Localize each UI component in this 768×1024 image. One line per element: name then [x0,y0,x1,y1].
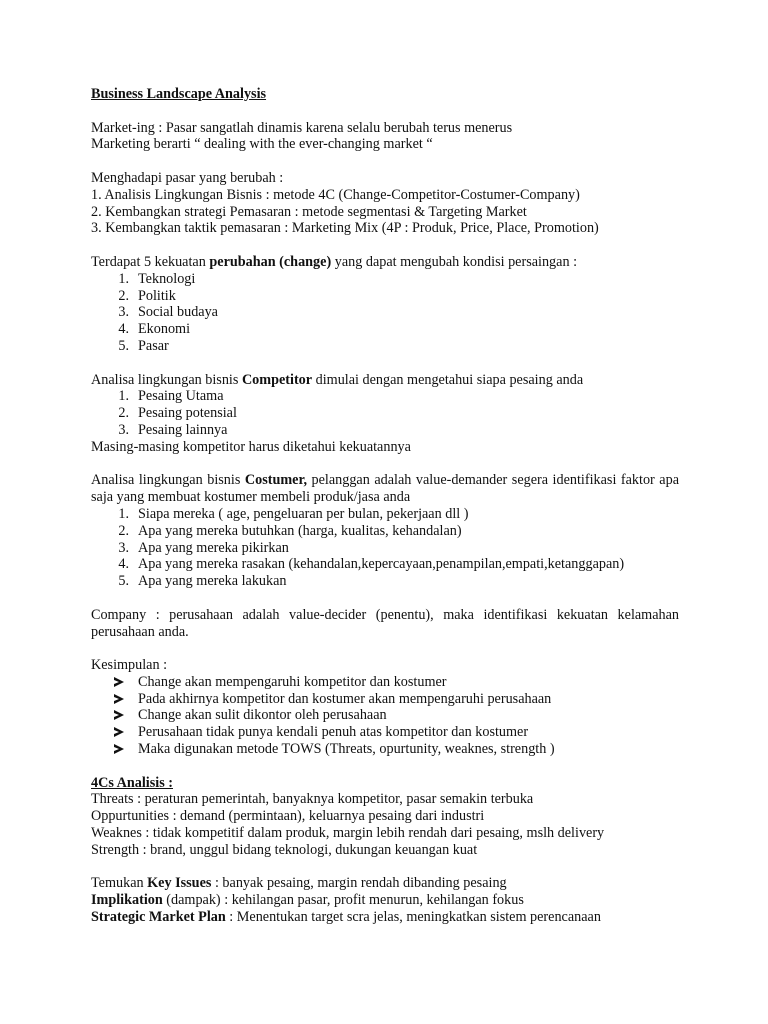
competitor-intro-post: dimulai dengan mengetahui siapa pesaing anda [312,371,584,388]
list-item: 5. Pasar [118,337,169,354]
change-intro-bold: perubahan (change) [209,253,332,270]
arrow-bullet-icon [114,727,124,737]
arrow-bullet-icon [114,710,124,720]
intro-line-1: Market-ing : Pasar sangatlah dinamis karena selalu berubah terus menerus [91,119,513,136]
competitor-intro [91,372,679,389]
document-title: Business Landscape Analysis [91,86,267,102]
list-item: Change akan mempengaruhi kompetitor dan kostumer [91,674,679,691]
strategic-post: : Menentukan target scra jelas, meningkatkan sistem perencanaan [225,909,601,926]
change-intro [91,254,679,271]
company-paragraph: Company : perusahaan adalah value-decider (penentu), maka identifikasi kekuatan kelamahan perusahaan anda. [91,606,679,640]
list-item: 3. Apa yang mereka pikirkan [118,539,289,556]
arrow-bullet-icon [114,694,124,704]
list-item: 2. Apa yang mereka butuhkan (harga, kualitas, kehandalan) [118,522,462,539]
list-item: Pada akhirnya kompetitor dan kostumer akan mempengaruhi perusahaan [91,691,679,708]
list-item: 3. Pesaing lainnya [118,421,228,438]
implikation-bold: Implikation [91,892,163,909]
competitor-footer: Masing-masing kompetitor harus diketahui kekuatannya [91,438,411,455]
analisis4c-weaknes: Weaknes : tidak kompetitif dalam produk, margin lebih rendah dari pesaing, mslh delivery [91,825,605,842]
menghadapi-item-2: 2. Kembangkan strategi Pemasaran : metode segmentasi & Targeting Market [91,203,527,220]
list-item: Perusahaan tidak punya kendali penuh atas kompetitor dan kostumer [91,724,679,741]
arrow-bullet-icon [114,677,124,687]
key-issues-post: : banyak pesaing, margin rendah dibanding pesaing [211,875,507,892]
analisis4c-threats: Threats : peraturan pemerintah, banyaknya kompetitor, pasar semakin terbuka [91,791,534,808]
competitor-intro-bold: Competitor [241,371,313,388]
menghadapi-item-1: 1. Analisis Lingkungan Bisnis : metode 4C (Change-Competitor-Costumer-Company) [91,186,580,203]
kesimpulan-heading: Kesimpulan : [91,657,168,674]
change-intro-pre: Terdapat 5 kekuatan [91,253,210,270]
list-item: Change akan sulit dikontor oleh perusahaan [91,707,679,724]
costumer-intro-bold: Costumer, [244,472,307,489]
list-item: 4. Ekonomi [118,321,191,338]
list-item: 1. Pesaing Utama [118,388,224,405]
costumer-intro-pre: Analisa lingkungan bisnis [91,472,245,489]
implikation-post: (dampak) : kehilangan pasar, profit menurun, kehilangan fokus [162,892,524,909]
list-item: 1. Teknologi [118,270,196,287]
key-issues-pre: Temukan [91,875,148,892]
strategic-line [91,909,679,926]
key-issues-line [91,875,679,892]
arrow-bullet-icon [114,744,124,754]
intro-line-2: Marketing berarti “ dealing with the ever-changing market “ [91,136,433,153]
kesimpulan-list [91,674,679,758]
costumer-intro-post: pelanggan adalah value-demander segera identifikasi faktor apa saja yang membuat kostumer membeli produk/jasa anda [91,472,679,506]
menghadapi-item-3: 3. Kembangkan taktik pemasaran : Marketing Mix (4P : Produk, Price, Place, Promotion) [91,220,599,237]
list-item: 4. Apa yang mereka rasakan (kehandalan,kepercayaan,penampilan,empati,ketanggapan) [118,556,625,573]
costumer-list [91,506,679,590]
competitor-intro-pre: Analisa lingkungan bisnis [91,371,242,388]
document-page [91,86,679,926]
costumer-intro [91,472,679,506]
competitor-list [91,388,679,438]
strategic-bold: Strategic Market Plan [91,909,226,926]
list-item: 3. Social budaya [118,304,218,321]
menghadapi-heading: Menghadapi pasar yang berubah : [91,169,284,186]
analisis4c-heading: 4Cs Analisis : [91,774,173,791]
list-item: 2. Pesaing potensial [118,405,237,422]
list-item: 2. Politik [118,287,176,304]
list-item: 5. Apa yang mereka lakukan [118,573,287,590]
analisis4c-opportunities: Oppurtunities : demand (permintaan), keluarnya pesaing dari industri [91,808,485,825]
implikation-line [91,892,679,909]
list-item: Maka digunakan metode TOWS (Threats, opurtunity, weaknes, strength ) [91,741,679,758]
key-issues-bold: Key Issues [147,875,212,892]
analisis4c-strength: Strength : brand, unggul bidang teknologi, dukungan keuangan kuat [91,841,478,858]
change-intro-post: yang dapat mengubah kondisi persaingan : [331,253,578,270]
list-item: 1. Siapa mereka ( age, pengeluaran per bulan, pekerjaan dll ) [118,505,469,522]
change-list [91,271,679,355]
